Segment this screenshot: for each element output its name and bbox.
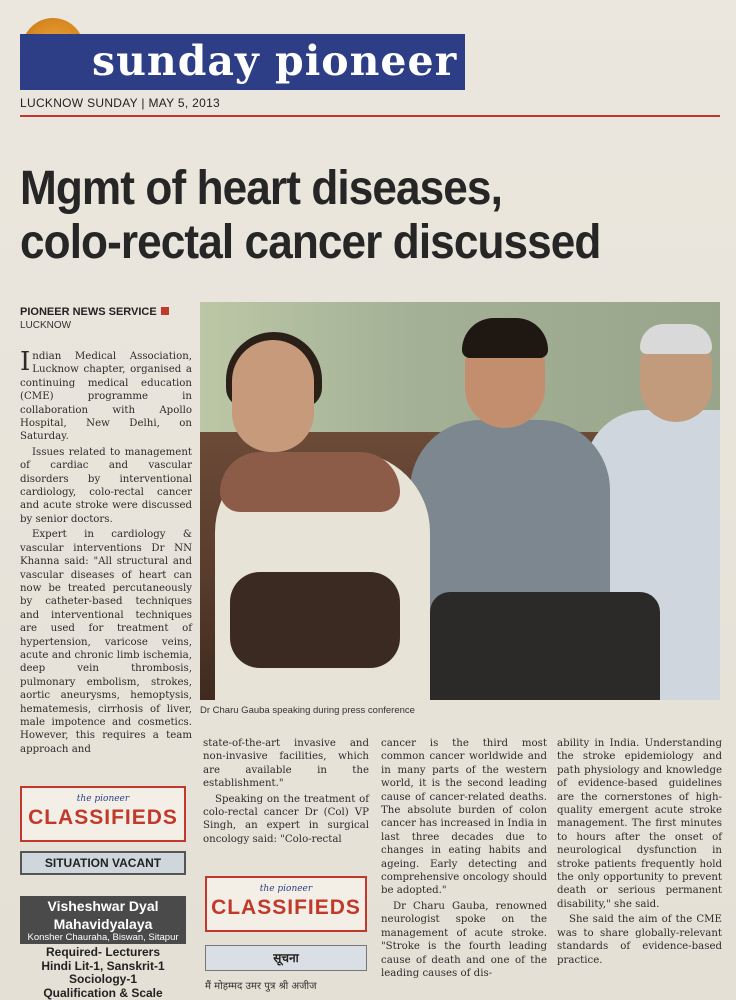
notice-header: सूचना — [205, 945, 367, 971]
paragraph: Speaking on the treatment of colo-rectal cancer Dr (Col) VP Singh, an expert in surgical oncology said: "Colo-rectal — [203, 793, 369, 845]
classifieds-logo-box-2 — [205, 876, 367, 932]
classifieds-logo-box — [20, 786, 186, 842]
classifieds-brand: the pioneer — [76, 794, 130, 804]
masthead-divider — [20, 115, 720, 117]
ad-line: Required- Lecturers — [45, 945, 161, 959]
college-name-2: Mahavidyalaya — [53, 916, 153, 932]
article-column-2 — [203, 737, 369, 848]
ad-line: Qualification & Scale — [43, 985, 163, 1000]
drop-cap: I — [20, 347, 31, 377]
article-column-1 — [20, 347, 192, 758]
paragraph: Issues related to management of cardiac and vascular disorders by interventional cardiology, colo-rectal cancer and acute stroke were discussed by senior doctors. — [20, 446, 192, 525]
classifieds-title: CLASSIFIEDS — [211, 896, 361, 919]
paragraph: Indian Medical Association, Lucknow chapter, organised a continuing medical education (CME) programme in collaboration with Apollo Hospital, New Delhi, on Saturday. — [20, 347, 192, 443]
paragraph: Expert in cardiology & vascular interventions Dr NN Khanna said: "All structural and vascular diseases of heart can now be treated percutaneously by catheter-based techniques and interventional techniques are used for treatment of hypertension, varicose veins, acute and chronic limb ischemia, deep vein thrombosis, pulmonary embolism, strokes, aortic aneurysms, hemoptysis, hematemesis, cirrhosis of liver, male impotence and cosmetics. However, this requires a team approach and — [20, 529, 192, 755]
paragraph: cancer is the third most common cancer worldwide and in many parts of the western world, it is the second leading cause of cancer-related deaths. The absolute burden of colon cancer has increased in India in last three decades due to changes in eating habits and ageing. Early detecting and comprehensive oncology should be adopted." — [381, 738, 547, 897]
classifieds-title: CLASSIFIEDS — [28, 806, 178, 829]
college-name-1: Visheshwar Dyal — [47, 898, 159, 914]
dateline: LUCKNOW SUNDAY | MAY 5, 2013 — [20, 96, 221, 110]
paragraph: She said the aim of the CME was to share globally-relevant standards of evidence-based practice. — [557, 914, 722, 966]
college-address: Konsher Chauraha, Biswan, Sitapur — [27, 932, 179, 943]
notice-text: मैं मोहम्मद उमर पुत्र श्री अजीज — [205, 981, 317, 992]
classifieds-brand: the pioneer — [259, 884, 313, 894]
article-headline — [20, 162, 664, 270]
paragraph: Dr Charu Gauba, renowned neurologist spoke on the management of acute stroke. "Stroke is the fourth leading cause of death and one of the leading causes of dis- — [381, 900, 547, 979]
article-column-4 — [557, 737, 722, 969]
college-ad-banner — [20, 896, 186, 944]
headline-line-1: Mgmt of heart diseases, — [20, 162, 502, 215]
article-column-3 — [381, 737, 547, 982]
red-square-icon — [161, 307, 169, 315]
photo-caption: Dr Charu Gauba speaking during press conference — [200, 705, 415, 716]
situation-vacant-header: SITUATION VACANT — [20, 851, 186, 875]
byline — [20, 306, 169, 318]
masthead-title: sunday pioneer — [92, 37, 458, 85]
paragraph: state-of-the-art invasive and non-invasive facilities, which are available in the establishment." — [203, 738, 369, 790]
paragraph: ability in India. Understanding the stroke epidemiology and path physiology and knowledge of evidence-based guidelines are the cornerstones of high-quality emergent acute stroke management. The first minutes to hours after the onset of neurological dysfunction in stroke patients frequently hold the only opportunity to prevent death or serious permanent disability," she said. — [557, 738, 722, 910]
byline-text: PIONEER NEWS SERVICE — [20, 306, 157, 318]
headline-line-2: colo-rectal cancer discussed — [20, 216, 601, 269]
ad-line: Sociology-1 — [68, 972, 137, 986]
press-conference-photo — [200, 302, 720, 700]
ad-line: Hindi Lit-1, Sanskrit-1 — [41, 958, 165, 973]
college-ad-requirements — [20, 946, 186, 1000]
article-location: LUCKNOW — [20, 320, 72, 331]
